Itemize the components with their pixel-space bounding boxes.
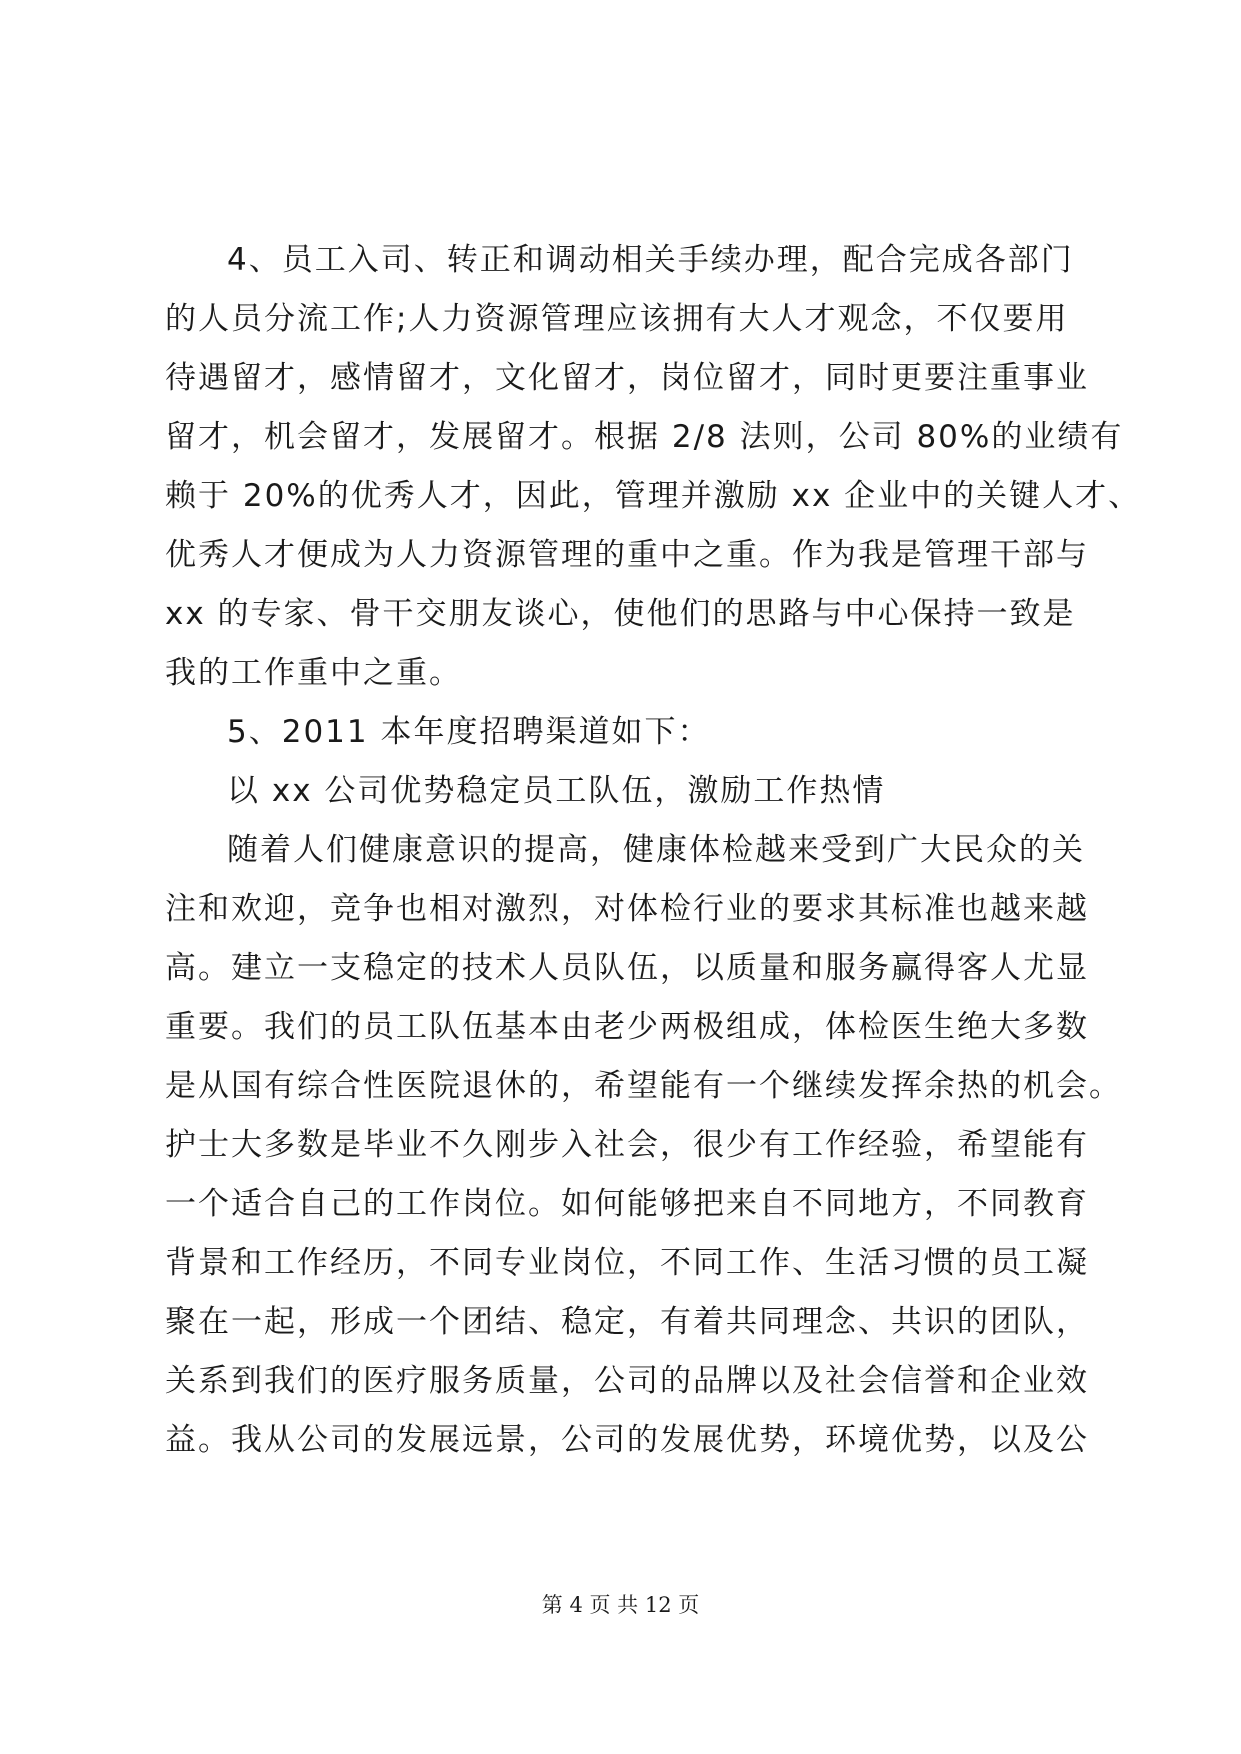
paragraph-body-line-9: 聚在一起，形成一个团结、稳定，有着共同理念、共识的团队，	[165, 1304, 1089, 1340]
paragraph-4-line-6: 优秀人才便成为人力资源管理的重中之重。作为我是管理干部与	[165, 537, 1089, 573]
paragraph-4-line-4: 留才，机会留才，发展留才。根据 2/8 法则，公司 80%的业绩有	[165, 419, 1124, 455]
paragraph-body-line-6: 护士大多数是毕业不久刚步入社会，很少有工作经验，希望能有	[165, 1127, 1089, 1163]
subheading: 以 xx 公司优势稳定员工队伍，激励工作热情	[227, 773, 886, 809]
paragraph-body-line-3: 高。建立一支稳定的技术人员队伍，以质量和服务赢得客人尤显	[165, 950, 1089, 986]
paragraph-4-line-8: 我的工作重中之重。	[165, 655, 462, 691]
paragraph-body-line-7: 一个适合自己的工作岗位。如何能够把来自不同地方，不同教育	[165, 1186, 1089, 1222]
paragraph-body-line-2: 注和欢迎，竞争也相对激烈，对体检行业的要求其标准也越来越	[165, 891, 1089, 927]
paragraph-4-line-7: xx 的专家、骨干交朋友谈心，使他们的思路与中心保持一致是	[165, 596, 1076, 632]
paragraph-body-line-11: 益。我从公司的发展远景，公司的发展优势，环境优势，以及公	[165, 1422, 1089, 1458]
paragraph-4-line-5: 赖于 20%的优秀人才，因此，管理并激励 xx 企业中的关键人才、	[165, 478, 1142, 514]
paragraph-body-line-10: 关系到我们的医疗服务质量，公司的品牌以及社会信誉和企业效	[165, 1363, 1089, 1399]
paragraph-body-line-1: 随着人们健康意识的提高，健康体检越来受到广大民众的关	[227, 832, 1085, 868]
paragraph-body-line-5: 是从国有综合性医院退休的，希望能有一个继续发挥余热的机会。	[165, 1068, 1122, 1104]
section-5-heading: 5、2011 本年度招聘渠道如下：	[227, 714, 711, 750]
paragraph-4-line-2: 的人员分流工作;人力资源管理应该拥有大人才观念，不仅要用	[165, 301, 1069, 337]
paragraph-body-line-8: 背景和工作经历，不同专业岗位，不同工作、生活习惯的员工凝	[165, 1245, 1089, 1281]
paragraph-4-line-3: 待遇留才，感情留才，文化留才，岗位留才，同时更要注重事业	[165, 360, 1089, 396]
paragraph-4-line-1: 4、员工入司、转正和调动相关手续办理，配合完成各部门	[227, 242, 1074, 278]
page-number-footer: 第 4 页 共 12 页	[541, 1593, 700, 1617]
paragraph-body-line-4: 重要。我们的员工队伍基本由老少两极组成，体检医生绝大多数	[165, 1009, 1089, 1045]
